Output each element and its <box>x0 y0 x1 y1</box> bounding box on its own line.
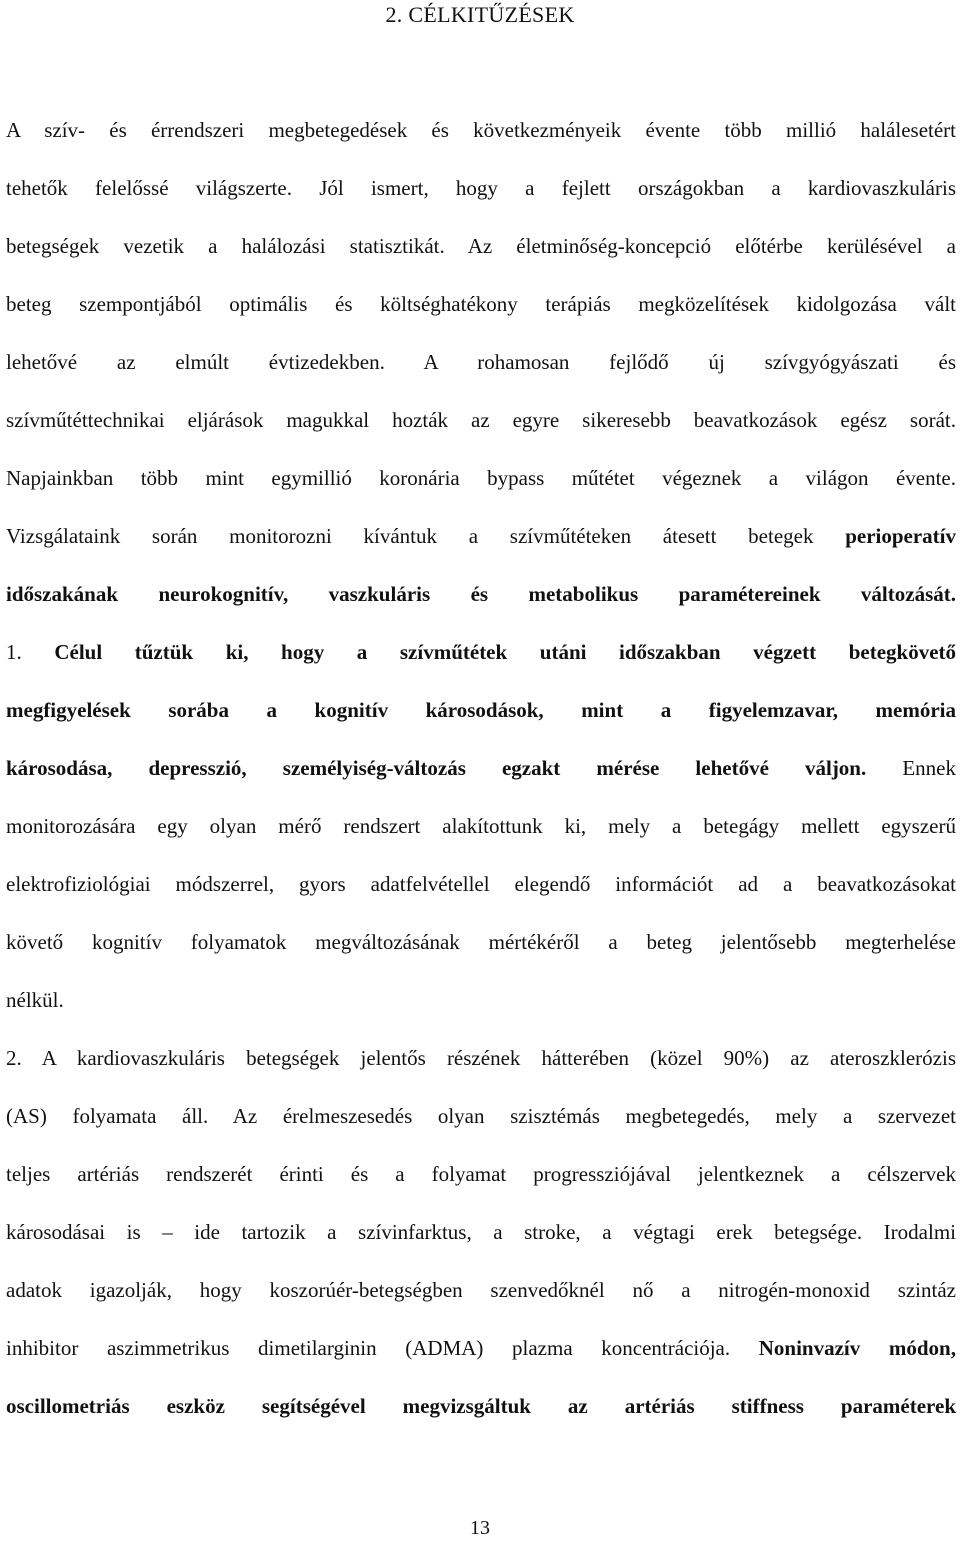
bold-text: károsodása, depresszió, személyiség-változás egzakt mérése lehetővé váljon. <box>6 756 867 780</box>
text-run: lehetővé az elmúlt évtizedekben. A rohamosan fejlődő új szívgyógyászati és <box>6 350 956 374</box>
text-line <box>6 1041 956 1075</box>
text-line <box>6 1273 956 1307</box>
bold-text: Noninvazív módon, <box>758 1336 956 1360</box>
text-line <box>6 1215 956 1249</box>
text-run: károsodásai is – ide tartozik a szívinfarktus, a stroke, a végtagi erek betegsége. Irodalmi <box>6 1220 956 1244</box>
text-run: adatok igazolják, hogy koszorúér-betegségben szenvedőknél nő a nitrogén-monoxid szintáz <box>6 1278 956 1302</box>
text-run: követő kognitív folyamatok megváltozásának mértékéről a beteg jelentősebb megterhelése <box>6 930 956 954</box>
text-line <box>6 229 956 263</box>
bold-text: Célul tűztük ki, hogy a szívműtétek utáni időszakban végzett betegkövető <box>54 640 957 664</box>
text-line <box>6 693 956 727</box>
text-line <box>6 809 956 843</box>
text-run: beteg szempontjából optimális és költséghatékony terápiás megközelítések kidolgozása vált <box>6 292 956 316</box>
text-line <box>6 1157 956 1191</box>
text-run: A szív- és érrendszeri megbetegedések és következményeik évente több millió halálesetért <box>6 118 956 142</box>
text-run: nélkül. <box>6 988 64 1012</box>
text-run: Vizsgálataink során monitorozni kívántuk a szívműtéteken átesett betegek <box>6 524 846 548</box>
text-line <box>6 925 956 959</box>
text-run: Napjainkban több mint egymillió koronária bypass műtétet végeznek a világon évente. <box>6 466 956 490</box>
bold-text: megfigyelések sorába a kognitív károsodások, mint a figyelemzavar, memória <box>6 698 956 722</box>
text-run: 1. <box>6 640 55 664</box>
text-line <box>6 1389 956 1423</box>
text-run: tehetők felelőssé világszerte. Jól ismert, hogy a fejlett országokban a kardiovaszkuláris <box>6 176 956 200</box>
text-line <box>6 1331 956 1365</box>
text-run: 2. A kardiovaszkuláris betegségek jelentős részének hátterében (közel 90%) az ateroszklerózis <box>6 1046 956 1070</box>
text-line <box>6 113 956 147</box>
text-run: szívműtéttechnikai eljárások magukkal hozták az egyre sikeresebb beavatkozások egész sorát. <box>6 408 956 432</box>
text-run: elektrofiziológiai módszerrel, gyors adatfelvétellel elegendő információt ad a beavatkozásokat <box>6 872 956 896</box>
bold-text: oscillometriás eszköz segítségével megvizsgáltuk az artériás stiffness paraméterek <box>6 1394 956 1418</box>
text-run: teljes artériás rendszerét érinti és a folyamat progressziójával jelentkeznek a célszervek <box>6 1162 956 1186</box>
bold-text: perioperatív <box>845 524 956 548</box>
text-line <box>6 287 956 321</box>
text-line <box>6 577 956 611</box>
text-run: (AS) folyamata áll. Az érelmeszesedés olyan szisztémás megbetegedés, mely a szervezet <box>6 1104 956 1128</box>
text-line <box>6 1099 956 1133</box>
page-number: 13 <box>470 1517 490 1539</box>
text-line <box>6 519 956 553</box>
text-line <box>6 345 956 379</box>
text-line <box>6 751 956 785</box>
page-title: 2. CÉLKITŰZÉSEK <box>385 2 575 27</box>
text-run: Ennek <box>866 756 956 780</box>
text-line <box>6 403 956 437</box>
bold-text: időszakának neurokognitív, vaszkuláris és metabolikus paramétereinek változását. <box>6 582 956 606</box>
text-run: monitorozására egy olyan mérő rendszert alakítottunk ki, mely a betegágy mellett egyszerű <box>6 814 956 838</box>
text-run: inhibitor aszimmetrikus dimetilarginin (ADMA) plazma koncentrációja. <box>6 1336 759 1360</box>
text-line <box>6 635 956 669</box>
text-line <box>6 983 956 1017</box>
text-line <box>6 171 956 205</box>
text-line <box>6 461 956 495</box>
text-run: betegségek vezetik a halálozási statisztikát. Az életminőség-koncepció előtérbe kerülésével a <box>6 234 956 258</box>
text-line <box>6 867 956 901</box>
